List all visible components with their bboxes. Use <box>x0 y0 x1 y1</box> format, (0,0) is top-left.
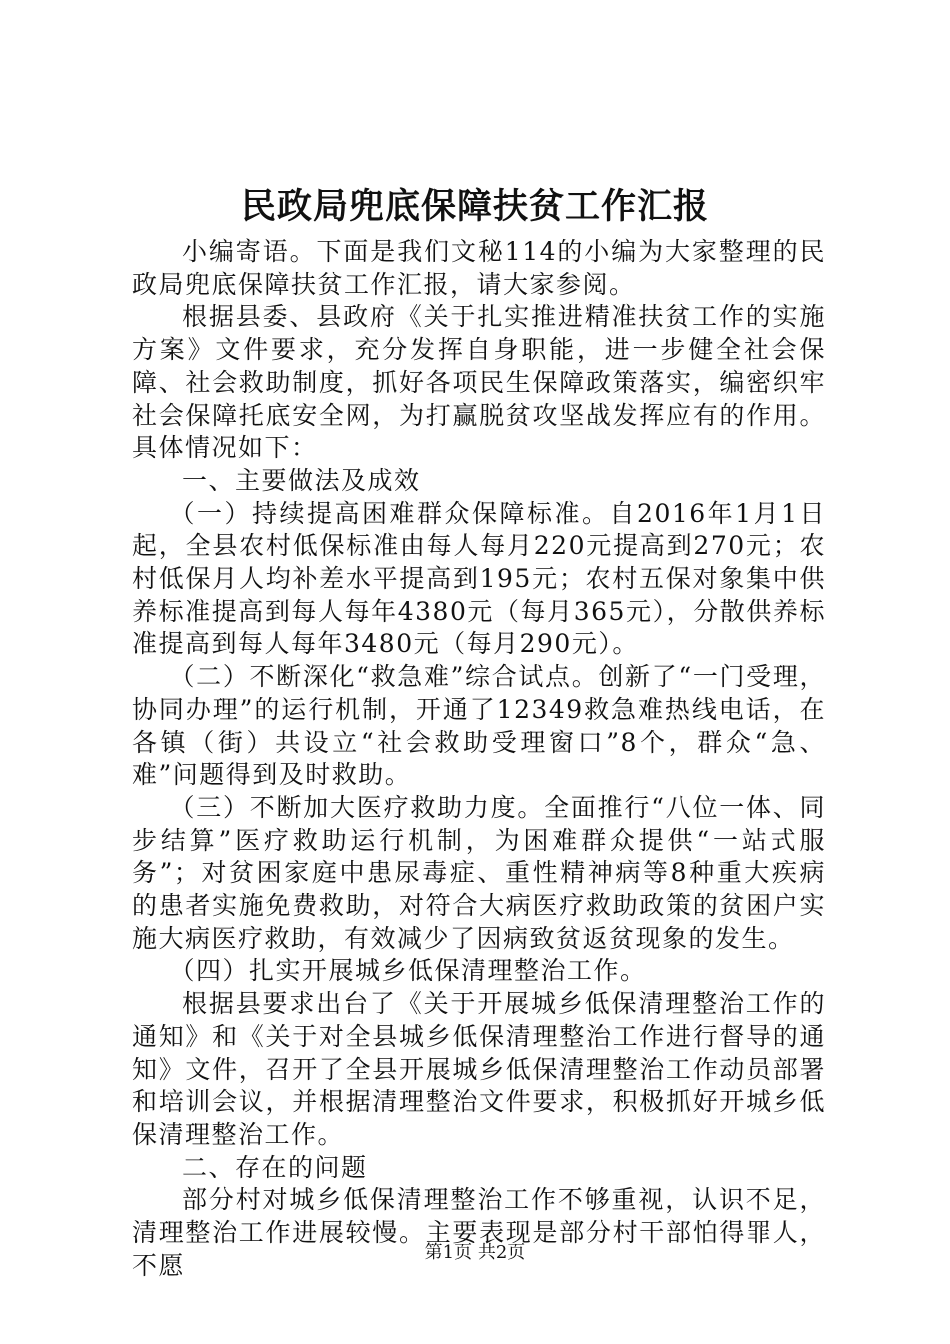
paragraph-item-3: （三）不断加大医疗救助力度。全面推行“八位一体、同步结算”医疗救助运行机制，为困难群众提供“一站式服务”；对贫困家庭中患尿毒症、重性精神病等8种重大疾病的患者实施免费救助，对符合大病医疗救助政策的贫困户实施大病医疗救助，有效减少了因病致贫返贫现象的发生。 <box>132 792 826 953</box>
document-title: 民政局兜底保障扶贫工作汇报 <box>240 186 709 227</box>
paragraph-intro: 小编寄语。下面是我们文秘114的小编为大家整理的民政局兜底保障扶贫工作汇报，请大家参阅。 <box>132 237 826 299</box>
paragraph-item-4-heading: （四）扎实开展城乡低保清理整治工作。 <box>169 956 647 986</box>
paragraph-background: 根据县委、县政府《关于扎实推进精准扶贫工作的实施方案》文件要求，充分发挥自身职能，进一步健全社会保障、社会救助制度，抓好各项民生保障政策落实，编密织牢社会保障托底安全网，为打赢脱贫攻坚战发挥应有的作用。具体情况如下： <box>132 302 826 463</box>
document-body <box>132 236 826 1283</box>
paragraph-item-2: （二）不断深化“救急难”综合试点。创新了“一门受理，协同办理”的运行机制，开通了12349救急难热线电话，在各镇（街）共设立“社会救助受理窗口”8个，群众“急、难”问题得到及时救助。 <box>132 662 826 790</box>
section-heading-2: 二、存在的问题 <box>182 1152 368 1182</box>
paragraph-item-1: （一）持续提高困难群众保障标准。自2016年1月1日起，全县农村低保标准由每人每月220元提高到270元；农村低保月人均补差水平提高到195元；农村五保对象集中供养标准提高到每人每年4380元（每月365元），分散供养标准提高到每人每年3480元（每月290元）。 <box>132 498 826 659</box>
paragraph-problems: 部分村对城乡低保清理整治工作不够重视，认识不足，清理整治工作进展较慢。主要表现是部分村干部怕得罪人，不愿 <box>132 1185 826 1280</box>
page-footer: 第1页 共2页 <box>424 1242 526 1263</box>
paragraph-item-4-body: 根据县要求出台了《关于开展城乡低保清理整治工作的通知》和《关于对全县城乡低保清理整治工作进行督导的通知》文件，召开了全县开展城乡低保清理整治工作动员部署和培训会议，并根据清理整治文件要求，积极抓好开城乡低保清理整治工作。 <box>132 989 826 1149</box>
section-heading-1: 一、主要做法及成效 <box>182 465 421 495</box>
